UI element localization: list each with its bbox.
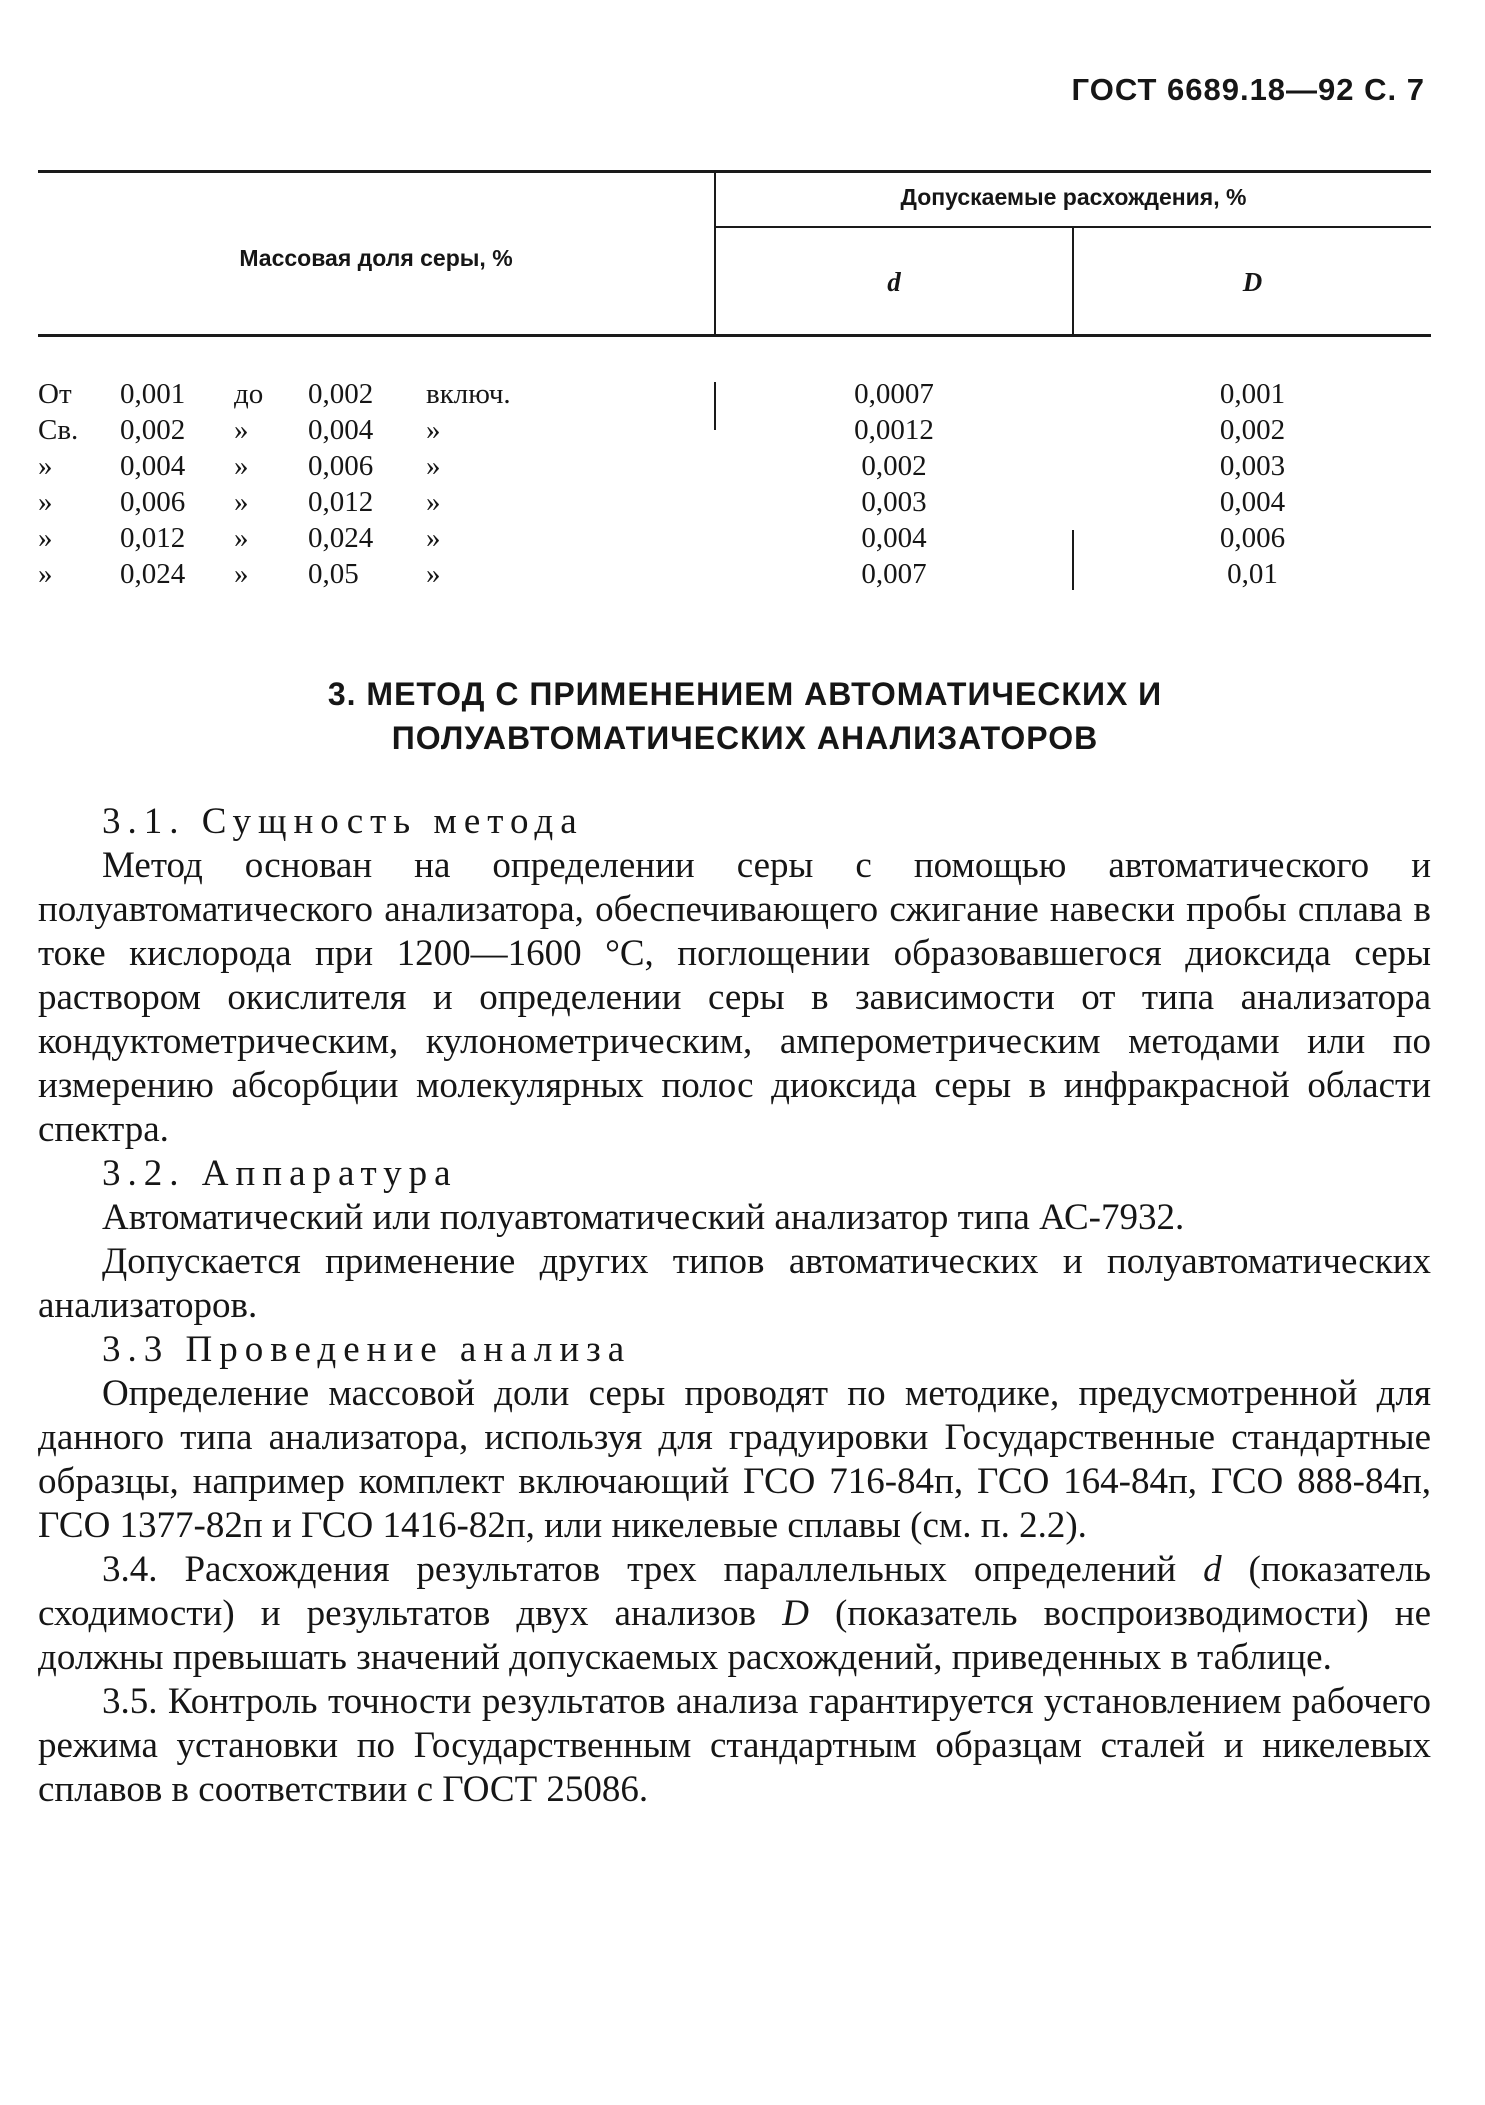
symbol-D: D [782,1593,809,1634]
cell-to: 0,05 [308,558,359,590]
paragraph-3-1: Метод основан на определении серы с помощью автоматического и полуавтоматического анализатора, обеспечивающего сжигание навески пробы сплава в токе кислорода при 1200—1600 °С, поглощении образовавшегося диоксида серы раствором окислителя и определении серы в зависимости от типа анализатора кондуктометрическим, кулонометрическим, амперометрическим методами или по измерению абсорбции молекулярных полос диоксида серы в инфракрасной области спектра. [38,845,1431,1150]
cell-mid: » [234,558,249,590]
cell-D: 0,003 [1219,450,1286,482]
cell-to: 0,012 [308,486,374,518]
cell-suffix: » [426,522,441,554]
column-header-group: Допускаемые расхождения, % [900,184,1247,210]
paragraph-3-5: 3.5. Контроль точности результатов анализа гарантируется установлением рабочего режима установки по Государственным стандартным образцам сталей и никелевых сплавов в соответствии с ГОСТ 25086. [38,1681,1431,1810]
cell-from: 0,001 [120,378,186,410]
paragraph-3-4-mid: (показатель сходимости) и результатов двух анализов [38,1549,1432,1634]
paragraph-3-4 [38,1548,1431,1680]
cell-prefix: Св. [38,414,79,446]
cell-suffix: » [426,414,441,446]
cell-mid: » [234,522,249,554]
cell-d: 0,004 [861,522,927,554]
subsection-heading-3-3: 3.3 Проведение анализа [102,1329,632,1370]
column-header-d: d [887,267,901,297]
cell-from: 0,004 [120,450,186,482]
cell-d: 0,003 [861,486,927,518]
section-title-line-2: ПОЛУАВТОМАТИЧЕСКИХ АНАЛИЗАТОРОВ [391,720,1099,756]
subsection-heading-3-2: 3.2. Аппаратура [102,1153,458,1194]
cell-d: 0,0012 [854,414,934,446]
section-title [80,672,1410,760]
cell-from: 0,006 [120,486,186,518]
cell-to: 0,024 [308,522,374,554]
column-header-mass: Массовая доля серы, % [239,245,513,271]
paragraph-3-3: Определение массовой доли серы проводят по методике, предусмотренной для данного типа анализатора, используя для градуировки Государственные стандартные образцы, например комплект включающий ГСО 716-84п, ГСО 164-84п, ГСО 888-84п, ГСО 1377-82п и ГСО 1416-82п, или никелевые сплавы (см. п. 2.2). [38,1373,1431,1546]
cell-mid: » [234,450,249,482]
table-row [38,484,1431,520]
table-row [38,556,1431,592]
paragraph-3-2-b: Допускается применение других типов автоматических и полуавтоматических анализаторов. [38,1241,1431,1326]
cell-mid: » [234,486,249,518]
cell-prefix: » [38,450,53,482]
cell-suffix: » [426,558,441,590]
cell-D: 0,004 [1219,486,1286,518]
paragraph-3-4-lead: 3.4. Расхождения результатов трех параллельных определений [102,1549,1177,1590]
cell-mid: до [234,378,264,410]
cell-suffix: » [426,450,441,482]
paragraph-3-2-a: Автоматический или полуавтоматический анализатор типа АС-7932. [102,1197,1185,1238]
cell-from: 0,024 [120,558,186,590]
column-header-D: D [1242,267,1263,297]
cell-to: 0,004 [308,414,374,446]
cell-suffix: » [426,486,441,518]
paragraph-3-4-tail: (показатель воспроизводимости) не должны превышать значений допускаемых расхождений, приведенных в таблице. [38,1593,1431,1678]
table-row [38,412,1431,448]
section-body [38,800,1431,1812]
cell-d: 0,002 [861,450,927,482]
cell-prefix: » [38,486,53,518]
table-header-rule [38,334,1431,337]
cell-prefix: От [38,378,72,410]
cell-from: 0,012 [120,522,186,554]
cell-prefix: » [38,558,53,590]
subsection-heading-3-1: 3.1. Сущность метода [102,801,584,842]
symbol-d: d [1203,1549,1222,1590]
cell-from: 0,002 [120,414,186,446]
cell-d: 0,0007 [854,378,934,410]
cell-mid: » [234,414,249,446]
table-row [38,448,1431,484]
table-body [38,376,1431,592]
cell-D: 0,001 [1219,378,1286,410]
cell-prefix: » [38,522,53,554]
cell-to: 0,006 [308,450,374,482]
page-header: ГОСТ 6689.18—92 С. 7 [1071,72,1425,107]
cell-D: 0,01 [1227,558,1278,590]
cell-d: 0,007 [861,558,927,590]
table-row [38,520,1431,556]
cell-suffix: включ. [426,378,511,410]
table-row [38,376,1431,412]
cell-D: 0,006 [1219,522,1286,554]
cell-D: 0,002 [1219,414,1286,446]
cell-to: 0,002 [308,378,374,410]
table-top-rule [38,170,1431,173]
section-title-line-1: 3. МЕТОД С ПРИМЕНЕНИЕМ АВТОМАТИЧЕСКИХ И [327,676,1163,712]
